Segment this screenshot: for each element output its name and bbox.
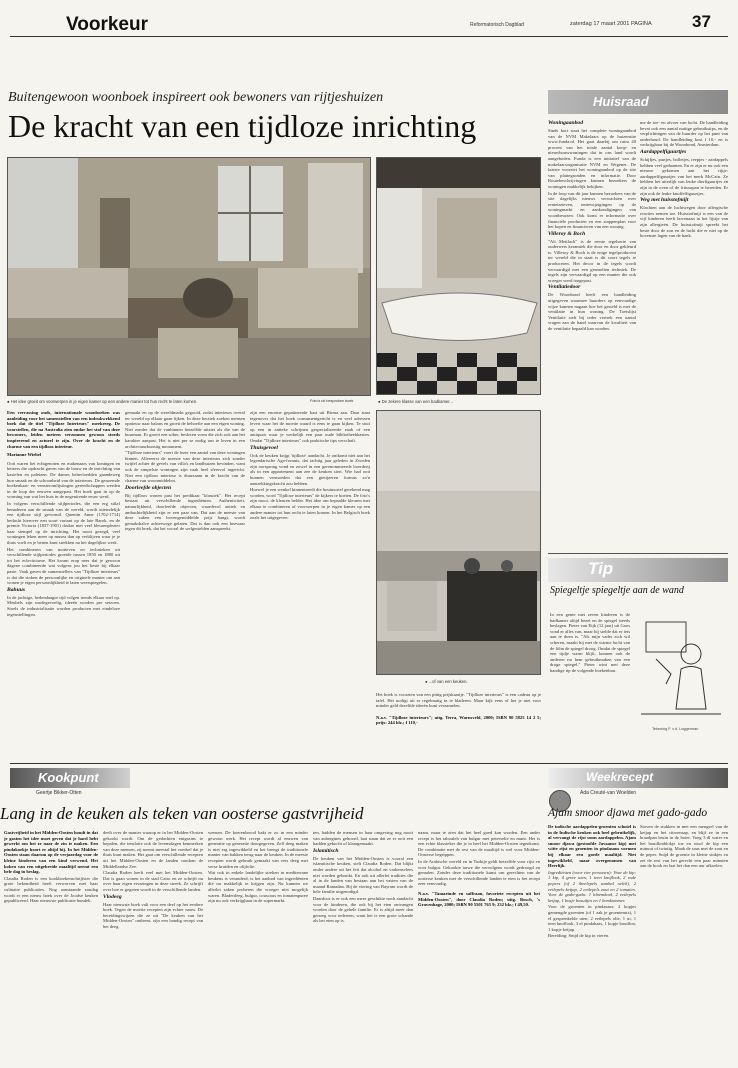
huisraad-para1: Sinds kort staat het complete woningaanbod van de NVM Makelaars op de huizensite www.funda.nl. Het gaat daarbij om ruim 40 procent van het totale aantal koop- en nieuwbouwwoningen dat in ons land wordt aangeboden. Funda is een initiatief van de makelaarsorganisatie NVM en Wegener. De laatste voorziet het woningaanbod op de site van plattegronden en informatie. Door Routebeschrijvingen kunnen bezoekers de woningen makkelijk bekijken. bbox=[548, 128, 636, 189]
kookpunt-col3: wensen. De boerenbrood bakt er zo in een minder gewoon werk. Het recept wordt al eeuwen van generatie op generatie doorgegeven. Zelf deeg maken is niet erg ingewikkeld en het brengt de traditionele manier van bakken terug naar de keuken. In de meeste recepten wordt gebruik gemaakt van vers deeg met verse kruiden en olijfolie. bbox=[208, 830, 308, 869]
kookpunt-col2b: Claudia Roden heeft veel met het Midden-Oosten. Dat is gaan wonen in de stad Cairo en ze schrijft nu over haar eigen ervaringen in deze streek. Ze schrijft over hoe er gegeten wordt in de verschillende landen. bbox=[103, 870, 203, 892]
huisraad-title: Huisraad bbox=[593, 94, 649, 109]
kookpunt-col3b: Wat ook in enkele landelijke streken in mediterrane keukens is veranderd, is het aanbod van ingrediënten die nu makkelijk te krijgen zijn. Nu kunnen we allerlei zaken proberen die vroeger niet mogelijk waren. Bladerdeeg, bulgur, couscous en tomatenpuree zijn nu ook verkrijgbaar in de supermarkt. bbox=[208, 870, 308, 904]
article-col1-para3: Het combineren van motieven en technieken uit verschillende stijlperiodes groeide tussen 1850 en 1880 uit tot het eclecticisme. Het kwam erop neer dat je gewoon dàgene combineerde wat volgens jou het beste bij elkaar paste. Vaak gaven de samenstellers van "Tijdloze interieurs" is dat die stoken de persoonlijke en originele manier om aan wonen je eigen persoonlijkheid te laten weerspiegelen. bbox=[7, 546, 120, 586]
page-number: 37 bbox=[692, 12, 711, 31]
kookpunt-header bbox=[10, 768, 130, 788]
kookpunt-col2: deelt over de manier waarop er in het Midden-Oosten gekookt wordt. Om de gedachten enigszins te bepalen, die tenslotte ook de levensdagen kenmerken van deze mensen, zij noemt meestal het voedsel dat je thuis kunt maken. Het gaat om verschillende recepten uit het Midden-Oosten en de landen rondom de Middellandse Zee. bbox=[103, 830, 203, 869]
page-label: PAGINA bbox=[630, 21, 652, 27]
weekrecept-col-2 bbox=[640, 824, 728, 1062]
tip-header-bar bbox=[548, 558, 728, 582]
article-col3-para2: Ook de keuken krijgt 'tijdloze' aandacht. Je ontkomt niet aan het legendarische Aga-fornuis, dat tachtig jaar geleden in Zweden zijn oorsprong vond en zowel in een gerenommeerde boerderij als in een appartement aan zee de keuken siert. Wie had ooit kunnen vermoeden dat een gietijzeren fornuis zo'n aantrekkingskracht zou hebben. bbox=[250, 452, 370, 486]
kookpunt-title: Kookpunt bbox=[38, 770, 99, 785]
article-col1-para1: Ooit waren het echtgenoten en makenaars van koningen en keizers die opdracht gaven van de bouw en de inrichting van kastelen en paleizen. De dames beïnvloedden gaandeweg hun smaak en de schoonheid van de interieurs. De genoemde boekenkast- en vensteromlijstingen gereedschappen werden in de loop der eeuwen aangepast. Het boek gaat in op de vorming van wat het huis in de negentiende eeuw werd. bbox=[7, 460, 120, 500]
weekrecept-intro: De indische aardappelen-groenten schotel is in de Indische keuken ook heel gebruikelijk, al vervangt de rijst soms aardappelen. Ajam smoor djawa (gestoofde Javaanse kip) met witte rijst en groenten in pindasaus vormen bij elkaar een goede maaltijd. Niet ingewikkeld, maar overgenomen van Heerlijk. bbox=[548, 824, 636, 869]
huisraad-para3: De Woonbond heeft een handleiding uitgegeven waarmee huurders op eenvoudige wijze kunnen nagaan hoe het gesteld is met de ventilatie in hun woning. De Toetslijst Ventilatie stelt bij ieder vertrek een aantal vragen aan de hand waarvan de kwaliteit van de ventilatie bepaald kan worden. bbox=[548, 292, 636, 331]
article-title: De kracht van een tijdloze inrichting bbox=[8, 108, 477, 144]
kookpunt-col-1 bbox=[4, 830, 98, 1062]
tip-heading: Spiegeltje spiegeltje aan de wand bbox=[550, 585, 684, 596]
living-room-caption: ● Het idee groeit om voorwerpen in je eigen kamer op een andere manier tot hun recht te laten komen. bbox=[7, 399, 198, 404]
bathroom-caption: ● De zekere klasse van een badkamer... bbox=[378, 399, 453, 404]
subhead-villeroy: Villeroy & Boch bbox=[548, 230, 586, 237]
huisraad-col-1 bbox=[548, 120, 636, 550]
article-col-1 bbox=[7, 410, 120, 770]
kitchen-photo bbox=[376, 410, 541, 675]
kookpunt-col-4 bbox=[313, 830, 413, 1062]
weekrecept-info: Bereiding: Snijd de kip in vieren. bbox=[548, 933, 610, 939]
kookpunt-col-3 bbox=[208, 830, 308, 1062]
huisraad-header bbox=[548, 90, 728, 114]
huisraad-para4: me de toe- en afvoer van lucht. De handleiding bevat ook een aantal nuttige gebruikstips, en de verplichtingen van de huurder op het punt van onderhoud. De handleiding kost f 10,- en is verkrijgbaar bij de Woonbond, Amsterdam. bbox=[640, 120, 728, 148]
kookpunt-col-5 bbox=[418, 830, 540, 1062]
subhead-doorleefde: Doorleefde objecten bbox=[125, 484, 172, 491]
article-byline: Marianne Wiebel bbox=[7, 452, 42, 458]
header-rule bbox=[10, 36, 728, 37]
subhead-vlodeeg: Vlodeeg bbox=[103, 893, 122, 900]
article-col1-para2: In volgens verschillende stijlperiodes, die een erg stilaf benaderen aan de smaak van de wereld, wordt uiteindelijk een tijdloze stijl gevormd. Quentin Anne (1702-1714) bedacht hierover een soort variant op de late Barok, en de premie Victoria (1837-1901) drukte met veel kleurenplezier haar stempel op de inrichting. Het nooit gezegd, veel woningen leken meer op musea dan op verblijven waar je je thuis voelt en je benen kunt strekken na het dagelijkse werk. bbox=[7, 500, 120, 546]
tip-title: Tip bbox=[588, 559, 614, 578]
huisraad-col-2 bbox=[640, 120, 728, 550]
huisraad-para1b: In de loop van dit jaar kunnen bezoekers van de site dagelijks nieuws verwachten over rentetarieven, rentewijzigingen op de woningmarkt en aankondigingen van woonbeurzen. Ook komt er informatie over financiële producten en een stappenplan voor het kopen en financieren van een woning. bbox=[548, 190, 636, 230]
huisraad-para5: Schijfjes, partjes, bolletjes, reepjes - aardappels hebben veel gedaanten. En er zijn er nu ook een nieuwe gekomen aan het rijtje: aardappelfiguurtjes van het merk McCain. Ze hebben het uiterlijk van leuke dierfiguurtjes en zijn in de oven of de frituurpan te bereiden. Er zijn ook de leuke knuffelfiguurtjes. bbox=[640, 156, 728, 196]
weekrecept-prep: Voor de groenten in pindasaus: 2 kopjes gemengde groenten (of 1 zak je groentemix), 1 el gesprenkelde uien, 2 eetlepels olie, 1 ui, 1 teen knoflook, 3 el pindakaas, 1 kopje bouillon, 1 kopje ketjap. bbox=[548, 904, 636, 932]
kookpunt-title-text: Lang in de keuken als teken van oosterse gastvrijheid bbox=[0, 804, 364, 823]
subhead-ventilatie: Ventilatiedoor bbox=[548, 284, 581, 291]
bathroom-illustration bbox=[377, 158, 541, 395]
boy-mirror-drawing bbox=[636, 614, 726, 724]
tip-text: In een genie met zeven kinderen is de badkamer altijd bezet en de spiegel steeds beslagen. Pieter van Eijk (12 jaar) uit Goes vond er alles van, maar hij stelde dat er iets aan te doen is. "Als mijn vader zich wil scheren, maakt hij met de warme lucht van de föhn de spiegel droog. Omdat de spiegel een tijdje warm blijft, kunnen ook de anderen nu hem gebruikmaken van een droge spiegel." Pieter wint met deze handige tip de volgende boekenbon. bbox=[550, 612, 630, 673]
article-col3-para3: Hoewel je een wenkel binnentreedt die houtmortel gerekend mag worden, word "Tijdloze interieurs" de kijkers te boeien. De foto's zijn mooi, de kleuren helder. Het idee om bepaalde kleuren met elkaar te combineren of voorwerpen in je eigen kamer op een andere manier tot hun recht te laten komen. In het Belgisch boek zoals het uitgegeven. bbox=[250, 487, 370, 521]
kookpunt-col5: naam, maar te zien dat het heel goed kan worden. Een ander recept is het tabouleh van bulgur met peterselie en munt. Het is een echte klassieker die je in heel het Midden-Oosten tegenkomt. De combinatie met de rest van de maaltijd is wel voor Midden-Oosterse begrippen. bbox=[418, 830, 540, 858]
tip-credit: Tekening F. v.d. Loggerman bbox=[652, 727, 699, 731]
section-title: Voorkeur bbox=[66, 14, 149, 35]
tip-box bbox=[548, 553, 728, 758]
kookpunt-col5b: In de Arabische wereld en in Turkije geldt hetzelfde voor rijst en voor bulgur. Gekookte tarwe die vervolgens wordt gedroogd en gemalen. Zonder deze traditionele kunst om gerechten van de oosterse keuken met de verschillende landen te eten is het recept zeer eenvoudig. bbox=[418, 858, 540, 887]
kookpunt-lead: Gastvrijheid in het Midden-Oosten houdt in dat je gasten het idee moet geven dat je hard hebt gewerkt om het ze naar de zin te maken. Een pindakoekje hoort er altijd bij. In het Midden-Oosten staan daarom op de verjaardag voor de kleine kinderen van een kind verwend. Het koken van een uitgebreide maaltijd neemt een hele dag in beslag. bbox=[4, 830, 98, 875]
kookpunt-col4c: Daardoor is er ook een meer geschikte noch aandacht voor de kinderen, die ook bij het eten ontvangen worden door de gehele familie. Er is altijd meer dan genoeg voor iedereen, want het is een grote schande als het eten op is. bbox=[313, 895, 413, 924]
bottom-section-rule bbox=[10, 763, 728, 764]
living-room-illustration bbox=[8, 158, 371, 396]
article-col2-para1: gemaakt en op de wereldmarkt gegooid, zodat interieurs overal ter wereld op elkaar gaan lijken. In deze hectiek zoeken mensen opnieuw naar balans en groeit de behoefte aan een eigen woning. Niet zonder dat de vanbinnen hetzelfde uitziet als die van de buurman. Er groeit een sober, besloten vorm die zich ook aan het karakter aanpast. Het is niet per se nodig om te leven in een architectuurkunstig monument. bbox=[125, 410, 245, 449]
photo-credit: Foto's uit besproken boek bbox=[310, 399, 354, 403]
article-lead: Een verrassing ouds, internationale woonboeken was aanleiding voor het samenstellen van een indrukwekkend boek dat de titel "Tijdloze Interieurs" meekreeg. De voorstellen, die na Australia zien ondar het stof van deze bewoners, leiden meteen verzonnen gewoon stoeds inspirerend en actueel te zijn. Over de kracht en de charme van een tijdloos interieur. bbox=[7, 410, 120, 449]
living-room-photo bbox=[7, 157, 371, 396]
huisraad-para2: "Alt Mettlach" is de eerste tegelserie van ouderwets keramiek die door en door gekleurd is. Villeroy & Boch is de enige tegelproducent ter wereld die in staat is dit soort tegels te produceren. Het decor in de tegels wordt vervaardigd met een gesmolten techniek. De tegels zijn vervaardigd op een manier die ook vroeger werd toegepast. bbox=[548, 238, 636, 283]
book-info: N.a.v. "Tijdloze interieurs"; uitg. Terra, Warnsveld, 2000; ISBN 90 5825 14 2 5; prijs: 244 blz.; f 110,- bbox=[376, 714, 541, 726]
kookpunt-col4: ten, hadden de mensen in haar omgeving nog nooit van aubergines gehoord, laat staan dat ze er ooit een hadden gekocht of klaargemaakt. bbox=[313, 830, 413, 847]
weekrecept-byline: Ada Creuté-van Woelden bbox=[580, 790, 637, 796]
weekrecept-title: Weekrecept bbox=[586, 770, 654, 784]
kookpunt-byline: Geertje Bikker-Otten bbox=[36, 790, 82, 796]
article-col-3 bbox=[250, 410, 370, 770]
kookpunt-book-info: N.a.v. "Tamarinde en saffraan, favoriete recepten uit het Midden-Oosten", door Claudia Roden; uitg. Bosch, 's Gravenhage, 2000; ISBN 90 5501 765 9; 232 blz.; f 49,50. bbox=[418, 890, 540, 908]
article-closing: Het boek is voorzien van een pittig prijskaartje. "Tijdloze interieurs" is een cadeau op je tafel. Het nodigt uit er regelmatig in te bladeren. Maar kijk eens of het je niet voor minder geld dezelfde ideeën kunt verzamelen. bbox=[376, 692, 541, 709]
weekrecept-ingredients: Ingrediënten (voor vier personen): Voor de kip: 1 kip, 4 grote uien, 1 teen knoflook, 2 rode pepers (of 2 theelepels sambal oelek), 2 eetlepels ketjap, 2 eetlepels zout en 2 tomaten. Voor de gado-gado: 1 bloemkool, 2 eetlepels ketjap, 1 bosje bosuitjes en 1 komkommer. bbox=[548, 869, 636, 903]
kookpunt-col1b: Claudia Roden is een kookboekenschrijfster die grote bekendheid heeft verworven met haar culinaire publicaties. Nog aanstaande zondag wordt er een nieuw boek over de Joodse keuken gepubliceerd. Haar nieuwste publicatie bundelt. bbox=[4, 875, 98, 904]
huisraad-para6: Klachten aan de luchtwegen door allergische reacties nemen toe. Huisstofmijt is een van de vijf kinderen heeft bovenaan in het lijstje van zijn allergieën. De huisstofmijt spreekt het beste door de zon en de lucht die er niet op de bovenste lagen van de bank. bbox=[640, 205, 728, 239]
weekrecept-title-text: Ajam smoor djawa met gado-gado bbox=[548, 807, 708, 819]
weekrecept-col2: Stoven de stukken in met een mengsel van de ketjap en het citroensap, en blijf ze in een braadpan bruin in de boter. Voeg 3 dl water en het bouillonblokje toe en stoof de kip een minuut of twintig. Maak de saus met de zout en de peper. Snijd de groente in kleine stukjes en zet de rest van het gerecht een paar minuten aan de kook en laat het dan een uur afkoelen. bbox=[640, 824, 728, 869]
kitchen-caption: ● ...of van een keuken. bbox=[425, 679, 468, 684]
weekrecept-col-1 bbox=[548, 824, 636, 1062]
article-col-2 bbox=[125, 410, 245, 770]
subhead-bahuus: Bahuus bbox=[7, 586, 26, 593]
article-col1-para4: In de jachtige, hedendaagse tijd volgen trends elkaar snel op. Meubels zijn modegevoelig, ideeën worden per seizoen. Stoels de industrialisatie worden producten met eindeloze tegenstellingen. bbox=[7, 594, 120, 617]
page-header bbox=[10, 14, 728, 36]
article-kicker: Buitengewoon woonboek inspireert ook bewoners van rijtjeshuizen bbox=[8, 90, 384, 105]
publication-name: Reformatorisch Dagblad bbox=[470, 22, 524, 28]
article-col3-para1: zijn een enorme gepatineerde kast uit Birma aan. Daar staat tegenover dat het boek consumentgericht is en veel adressen levert waar het de moeite waard is eens te gaan kijken. Te stuit op een in antieke schrijnen gespecialiseerde zaak of een antiquair waar je werkelijk een paar oude bibliotheekkasten. Omdat "Tijdloze interieurs" ook praktische tips verschaft. bbox=[250, 410, 370, 443]
kookpunt-col-2 bbox=[103, 830, 203, 1062]
kitchen-illustration bbox=[377, 411, 541, 675]
issue-date bbox=[570, 21, 652, 27]
article-col2-para2: "Tijdloze interieurs" voert de lezer een aantal van deze woningen binnen. Allereerst de meeste van deze interieurs zich zonder twijfel achter de gevels van villa's en landhuizen bevinden, want ook de simpelste woningen zijn vaak heel sfeervol ingericht. Niet een tijdloos interieur is duurzaam in de kracht van de charme van woonmiddelen. bbox=[125, 450, 245, 484]
article-col2-para3: Bij tijdloos wonen past het predikaat "klassiek". Het recept bestaat uit verschillende ingrediënten. Authenticiteit, natuurlijkheid, doorleefde objecten, waardevol antiek en ambachtelijkheid zijn er een paar van. Dat aan de meeste van deze zaken een bovengemiddelde prijs hangt, wordt gemakshalve achterwege gelaten. Dat is dan ook een bezwaar tegen dit boek, dat het vooral de welgestelden aanspreekt. bbox=[125, 492, 245, 532]
weekrecept-header bbox=[548, 768, 728, 788]
article-col-4 bbox=[376, 692, 541, 752]
subhead-thuisgevoel: Thuisgevoel bbox=[250, 444, 278, 451]
bathroom-photo bbox=[376, 157, 541, 395]
kookpunt-col4b: De keuken van het Midden-Oosten is vooral een islamitische keuken, stelt Claudia Roden. Dat blijkt onder andere uit het feit dat alcohol en varkensvlees niet worden gebruikt. En ook uit allerlei tradities die al in de landen van bestaan aan het vasten van de maand Ramadan. Bij de viering van Bayram wordt de hele familie uitgenodigd. bbox=[313, 855, 413, 895]
subhead-islamitisch: Islamitisch bbox=[313, 847, 339, 854]
kookpunt-col2c: Haar nieuwste boek valt voor een deel op het eerdere boek. Tegen de moeite recepten zijn echter nauw. De bereidingswijzen die ze uit "De keuken van het Midden-Oosten" ontleent, zijn een handig recept van het deeg. bbox=[103, 901, 203, 929]
subhead-huisstofmijt: Weg met huisstofmijt bbox=[640, 197, 689, 204]
subhead-woningaanbod: Woningaanbod bbox=[548, 120, 584, 126]
date-text: zaterdag 17 maart 2001 bbox=[570, 21, 630, 27]
subhead-aardappel: Aardappelfiguurtjes bbox=[640, 148, 687, 155]
